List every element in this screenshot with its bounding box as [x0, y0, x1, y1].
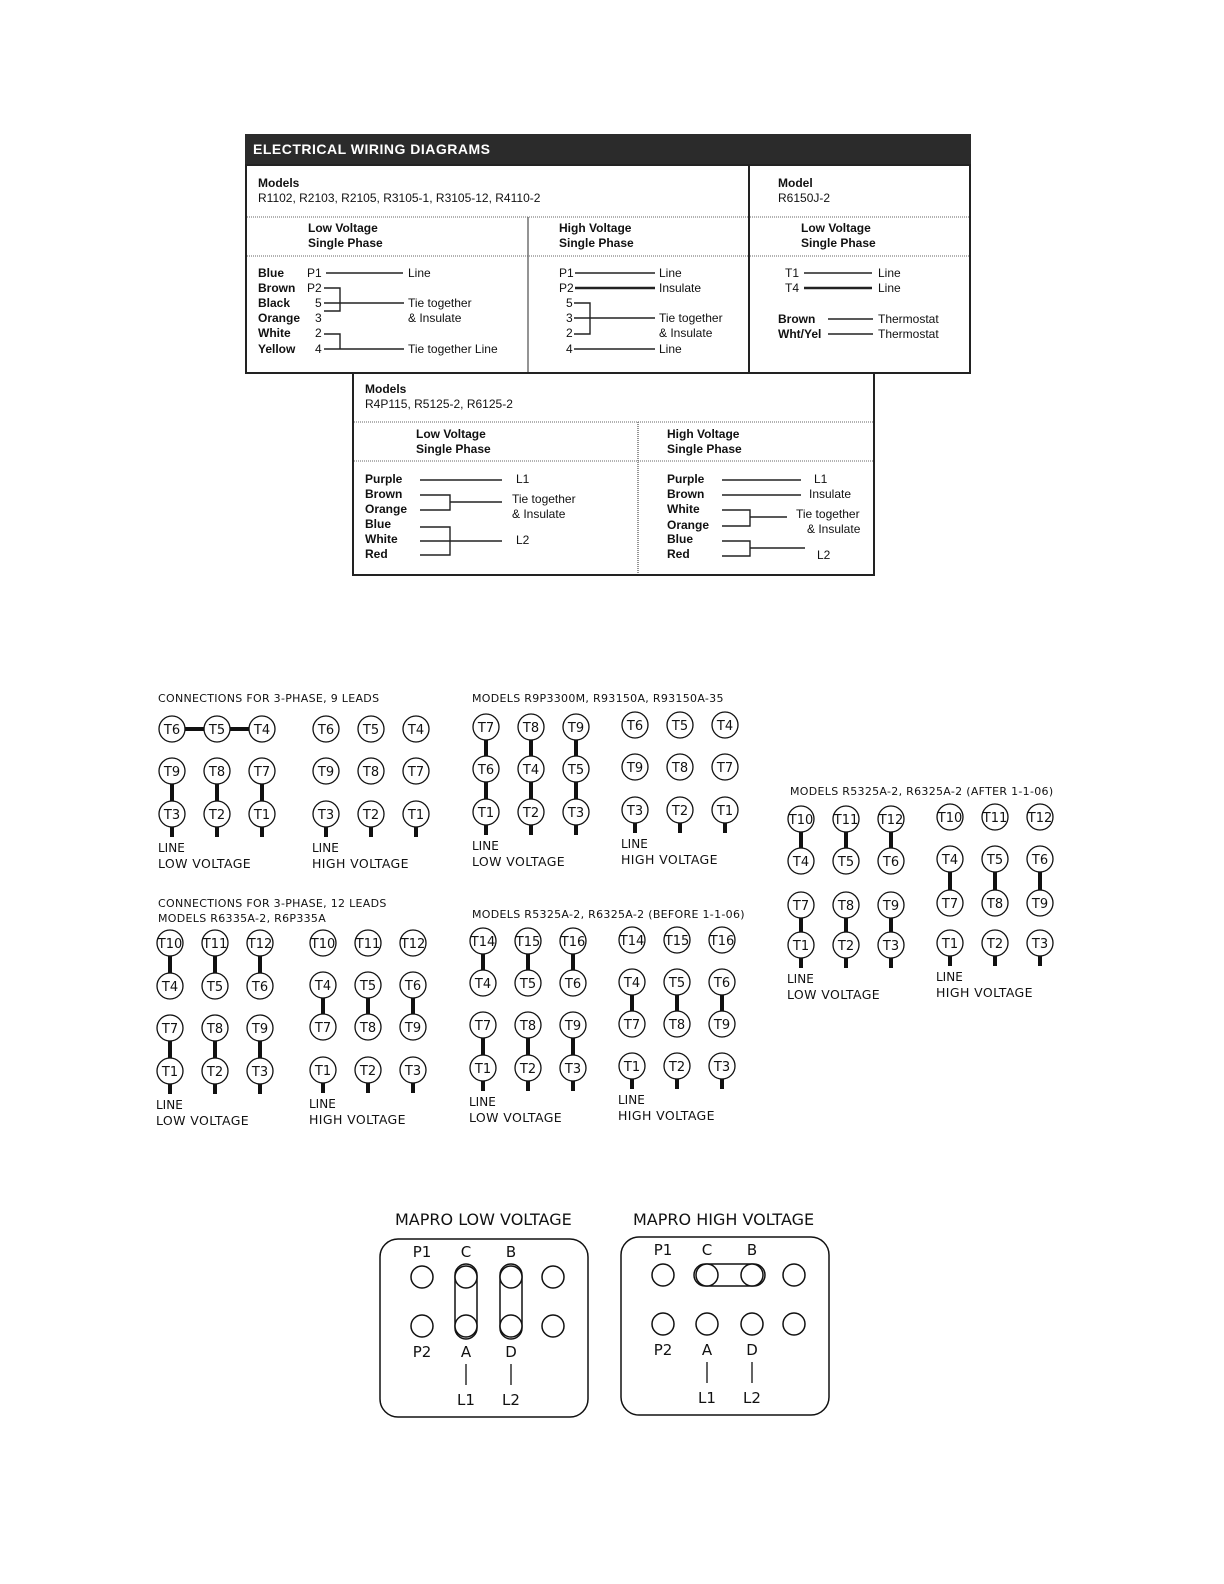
terminal-label: T1: [407, 808, 425, 823]
mapro-terminal: [741, 1264, 763, 1286]
table1-low-label: & Insulate: [408, 311, 462, 325]
table1-low-term: P1: [307, 266, 322, 280]
terminal-label: T5: [208, 723, 226, 738]
line-label: LINE: [158, 841, 185, 855]
table3-low-color: White: [365, 532, 398, 546]
table2-term: T4: [785, 281, 800, 295]
table1-low-label: Tie together: [408, 296, 472, 310]
terminal-label: T6: [477, 763, 495, 778]
table2-models: R6150J-2: [778, 191, 831, 205]
mapro-top-label: P1: [653, 1241, 673, 1259]
mapro-terminal: [783, 1313, 805, 1335]
mapro-terminal: [411, 1266, 433, 1288]
terminal-label: T7: [477, 721, 495, 736]
terminal-label: T3: [713, 1060, 731, 1075]
terminal-label: T9: [163, 765, 181, 780]
voltage-label: LOW VOLTAGE: [156, 1113, 250, 1128]
line-label: LINE: [618, 1093, 645, 1107]
voltage-label: HIGH VOLTAGE: [618, 1108, 715, 1123]
terminal-label: T2: [206, 1065, 224, 1080]
mapro-top-label: B: [746, 1241, 758, 1259]
mapro-terminal: [542, 1266, 564, 1288]
terminal-label: T3: [626, 804, 644, 819]
terminal-label: T4: [474, 977, 492, 992]
terminal-label: T4: [522, 763, 540, 778]
terminal-label: T4: [716, 719, 734, 734]
terminal-label: T11: [202, 937, 228, 952]
terminal-label: T16: [709, 934, 735, 949]
table3-low-label: L2: [516, 533, 530, 547]
terminal-label: T3: [882, 939, 900, 954]
terminal-label: T7: [474, 1019, 492, 1034]
terminal-label: T6: [1031, 853, 1049, 868]
table1-low-term: 4: [315, 342, 322, 356]
terminal-label: T8: [837, 899, 855, 914]
table1-high-label: & Insulate: [659, 326, 713, 340]
mapro-line-label: L1: [698, 1389, 716, 1407]
mapro-terminal: [652, 1264, 674, 1286]
terminal-label: T9: [882, 899, 900, 914]
table1-models-label: Models: [258, 176, 300, 190]
line-label: LINE: [309, 1097, 336, 1111]
terminal-label: T7: [716, 761, 734, 776]
group-title-after: MODELS R5325A-2, R6325A-2 (AFTER 1-1-06): [790, 785, 1054, 798]
mapro-top-label: P1: [412, 1243, 432, 1261]
terminal-label: T5: [359, 979, 377, 994]
mapro-line-label: L2: [502, 1391, 520, 1409]
mapro-bottom-label: D: [746, 1341, 758, 1359]
table3-high-color: Brown: [667, 487, 705, 501]
terminal-label: T3: [317, 808, 335, 823]
terminal-label: T9: [567, 721, 585, 736]
table2-models-label: Model: [778, 176, 813, 190]
terminal-label: T6: [564, 977, 582, 992]
terminal-label: T3: [163, 808, 181, 823]
terminal-label: T9: [564, 1019, 582, 1034]
table3-high-title: Single Phase: [667, 442, 742, 456]
terminal-label: T2: [671, 804, 689, 819]
terminal-label: T6: [713, 976, 731, 991]
terminal-label: T12: [1027, 811, 1053, 826]
mapro-low-title: MAPRO LOW VOLTAGE: [395, 1210, 572, 1229]
terminal-label: T8: [206, 1022, 224, 1037]
terminal-label: T8: [359, 1021, 377, 1036]
table2-color: Wht/Yel: [778, 327, 822, 341]
terminal-label: T9: [626, 761, 644, 776]
table1-low-term: 2: [315, 326, 322, 340]
terminal-label: T4: [792, 855, 810, 870]
table1-low-color: Blue: [258, 266, 285, 280]
terminal-label: T16: [560, 935, 586, 950]
mapro-terminal: [652, 1313, 674, 1335]
table2-color: Brown: [778, 312, 816, 326]
terminal-label: T6: [404, 979, 422, 994]
table3-models-label: Models: [365, 382, 407, 396]
terminal-label: T1: [474, 1062, 492, 1077]
table3-models: R4P115, R5125-2, R6125-2: [365, 397, 513, 411]
terminal-label: T2: [362, 808, 380, 823]
group-title-12-leads: CONNECTIONS FOR 3-PHASE, 12 LEADS: [158, 897, 387, 910]
mapro-line-label: L2: [743, 1389, 761, 1407]
table3-low-title: Low Voltage: [416, 427, 486, 441]
terminal-label: T9: [251, 1022, 269, 1037]
table1-models: R1102, R2103, R2105, R3105-1, R3105-12, R4110-2: [258, 191, 541, 205]
terminal-label: T6: [882, 855, 900, 870]
table1-low-title: Low Voltage: [308, 221, 378, 235]
terminal-label: T2: [208, 808, 226, 823]
terminal-label: T5: [837, 855, 855, 870]
group-subtitle-12-leads: MODELS R6335A-2, R6P335A: [158, 912, 327, 925]
table1-high-title: Single Phase: [559, 236, 634, 250]
table1-high-term: 3: [566, 311, 573, 325]
table1-high-title: High Voltage: [559, 221, 632, 235]
terminal-label: T8: [519, 1019, 537, 1034]
terminal-label: T8: [668, 1018, 686, 1033]
table1-high-label: Tie together: [659, 311, 723, 325]
table3-low-label: & Insulate: [512, 507, 566, 521]
group-title-9-leads: CONNECTIONS FOR 3-PHASE, 9 LEADS: [158, 692, 380, 705]
table1-high-term: 4: [566, 342, 573, 356]
mapro-bottom-label: A: [701, 1341, 713, 1359]
terminal-label: T8: [986, 897, 1004, 912]
mapro-terminal: [542, 1315, 564, 1337]
terminal-label: T4: [623, 976, 641, 991]
terminal-label: T4: [314, 979, 332, 994]
mapro-top-label: B: [505, 1243, 517, 1261]
table3-high-color: Blue: [667, 532, 694, 546]
terminal-label: T7: [314, 1021, 332, 1036]
terminal-label: T2: [522, 806, 540, 821]
table1-high-label: Line: [659, 266, 682, 280]
terminal-label: T5: [986, 853, 1004, 868]
terminal-label: T1: [941, 937, 959, 952]
table1-low-term: 3: [315, 311, 322, 325]
table2-term-label: Line: [878, 266, 901, 280]
table3-high-color: Orange: [667, 518, 710, 532]
terminal-label: T6: [251, 980, 269, 995]
table2-color-label: Thermostat: [878, 327, 939, 341]
voltage-label: HIGH VOLTAGE: [936, 985, 1033, 1000]
table1-low-color: White: [258, 326, 291, 340]
mapro-high-title: MAPRO HIGH VOLTAGE: [633, 1210, 815, 1229]
terminal-label: T8: [208, 765, 226, 780]
line-label: LINE: [156, 1098, 183, 1112]
terminal-label: T11: [833, 813, 859, 828]
table1-high-term: 2: [566, 326, 573, 340]
table3-low-color: Red: [365, 547, 388, 561]
terminal-label: T8: [671, 761, 689, 776]
terminal-label: T3: [567, 806, 585, 821]
terminal-label: T1: [792, 939, 810, 954]
table3-high-label: L2: [817, 548, 831, 562]
table2-low-title: Single Phase: [801, 236, 876, 250]
terminal-label: T8: [522, 721, 540, 736]
terminal-label: T12: [878, 813, 904, 828]
mapro-terminal: [455, 1315, 477, 1337]
table1-low-color: Orange: [258, 311, 301, 325]
table1-high-label: Line: [659, 342, 682, 356]
table3-low-title: Single Phase: [416, 442, 491, 456]
table3-high-label: Tie together: [796, 507, 860, 521]
terminal-label: T2: [837, 939, 855, 954]
terminal-label: T10: [310, 937, 336, 952]
terminal-label: T12: [400, 937, 426, 952]
terminal-label: T10: [788, 813, 814, 828]
mapro-terminal: [411, 1315, 433, 1337]
terminal-label: T2: [519, 1062, 537, 1077]
terminal-label: T5: [362, 723, 380, 738]
table1-high-label: Insulate: [659, 281, 702, 295]
terminal-label: T7: [161, 1022, 179, 1037]
terminal-label: T6: [317, 723, 335, 738]
voltage-label: LOW VOLTAGE: [469, 1110, 563, 1125]
terminal-label: T1: [253, 808, 271, 823]
line-label: LINE: [621, 837, 648, 851]
terminal-label: T5: [206, 980, 224, 995]
terminal-label: T9: [404, 1021, 422, 1036]
terminal-label: T9: [317, 765, 335, 780]
table1-low-label: Line: [408, 266, 431, 280]
terminal-label: T6: [163, 723, 181, 738]
table3-low-color: Purple: [365, 472, 403, 486]
table1-low-label: Tie together Line: [408, 342, 498, 356]
line-label: LINE: [787, 972, 814, 986]
mapro-terminal: [696, 1264, 718, 1286]
terminal-label: T5: [668, 976, 686, 991]
terminal-label: T1: [623, 1060, 641, 1075]
table3-high-label: & Insulate: [807, 522, 861, 536]
group-title-9-models: MODELS R9P3300M, R93150A, R93150A-35: [472, 692, 724, 705]
table3-low-label: L1: [516, 472, 530, 486]
terminal-label: T11: [982, 811, 1008, 826]
mapro-terminal: [696, 1313, 718, 1335]
terminal-label: T1: [716, 804, 734, 819]
terminal-label: T2: [359, 1064, 377, 1079]
table2-term-label: Line: [878, 281, 901, 295]
terminal-label: T7: [623, 1018, 641, 1033]
table3-high-label: L1: [814, 472, 828, 486]
table1-low-title: Single Phase: [308, 236, 383, 250]
terminal-label: T11: [355, 937, 381, 952]
mapro-terminal: [741, 1313, 763, 1335]
table2-low-title: Low Voltage: [801, 221, 871, 235]
voltage-label: HIGH VOLTAGE: [312, 856, 409, 871]
terminal-label: T3: [404, 1064, 422, 1079]
section-header: ELECTRICAL WIRING DIAGRAMS: [245, 134, 971, 164]
table1-high-term: P2: [559, 281, 574, 295]
terminal-label: T2: [986, 937, 1004, 952]
table2-term: T1: [785, 266, 800, 280]
terminal-label: T1: [314, 1064, 332, 1079]
terminal-label: T1: [161, 1065, 179, 1080]
table1-low-term: 5: [315, 296, 322, 310]
terminal-label: T7: [407, 765, 425, 780]
voltage-label: LOW VOLTAGE: [472, 854, 566, 869]
mapro-top-label: C: [701, 1241, 713, 1259]
mapro-line-label: L1: [457, 1391, 475, 1409]
mapro-bottom-label: D: [505, 1343, 517, 1361]
mapro-bottom-label: A: [460, 1343, 472, 1361]
table3-low-color: Brown: [365, 487, 403, 501]
table1-high-term: P1: [559, 266, 574, 280]
terminal-label: T3: [564, 1062, 582, 1077]
terminal-label: T9: [1031, 897, 1049, 912]
table3-high-color: Purple: [667, 472, 705, 486]
voltage-label: HIGH VOLTAGE: [309, 1112, 406, 1127]
mapro-terminal: [500, 1266, 522, 1288]
table3-low-color: Orange: [365, 502, 408, 516]
terminal-label: T14: [470, 935, 496, 950]
table1-low-color: Brown: [258, 281, 296, 295]
table3-low-color: Blue: [365, 517, 392, 531]
terminal-label: T9: [713, 1018, 731, 1033]
table1-low-color: Black: [258, 296, 291, 310]
terminal-label: T3: [1031, 937, 1049, 952]
terminal-label: T1: [477, 806, 495, 821]
terminal-label: T15: [664, 934, 690, 949]
mapro-top-label: C: [460, 1243, 472, 1261]
mapro-terminal: [455, 1266, 477, 1288]
terminal-label: T7: [253, 765, 271, 780]
terminal-label: T4: [161, 980, 179, 995]
terminal-label: T14: [619, 934, 645, 949]
mapro-bottom-label: P2: [412, 1343, 432, 1361]
terminal-label: T12: [247, 937, 273, 952]
line-label: LINE: [312, 841, 339, 855]
table1-low-color: Yellow: [258, 342, 296, 356]
table3-high-title: High Voltage: [667, 427, 740, 441]
line-label: LINE: [472, 839, 499, 853]
terminal-label: T7: [941, 897, 959, 912]
terminal-label: T5: [671, 719, 689, 734]
terminal-label: T7: [792, 899, 810, 914]
table1-low-term: P2: [307, 281, 322, 295]
terminal-label: T6: [626, 719, 644, 734]
terminal-label: T5: [567, 763, 585, 778]
voltage-label: LOW VOLTAGE: [158, 856, 252, 871]
table2-color-label: Thermostat: [878, 312, 939, 326]
table1-high-term: 5: [566, 296, 573, 310]
terminal-label: T5: [519, 977, 537, 992]
table3-high-color: White: [667, 502, 700, 516]
terminal-label: T4: [253, 723, 271, 738]
line-label: LINE: [936, 970, 963, 984]
terminal-label: T8: [362, 765, 380, 780]
table3-high-color: Red: [667, 547, 690, 561]
table3-high-label: Insulate: [809, 487, 852, 501]
table3-low-label: Tie together: [512, 492, 576, 506]
terminal-label: T2: [668, 1060, 686, 1075]
terminal-label: T3: [251, 1065, 269, 1080]
terminal-label: T4: [407, 723, 425, 738]
line-label: LINE: [469, 1095, 496, 1109]
mapro-terminal: [783, 1264, 805, 1286]
group-title-before: MODELS R5325A-2, R6325A-2 (BEFORE 1-1-06): [472, 908, 745, 921]
voltage-label: LOW VOLTAGE: [787, 987, 881, 1002]
terminal-label: T10: [157, 937, 183, 952]
terminal-label: T4: [941, 853, 959, 868]
mapro-bottom-label: P2: [653, 1341, 673, 1359]
voltage-label: HIGH VOLTAGE: [621, 852, 718, 867]
terminal-label: T15: [515, 935, 541, 950]
mapro-terminal: [500, 1315, 522, 1337]
terminal-label: T10: [937, 811, 963, 826]
